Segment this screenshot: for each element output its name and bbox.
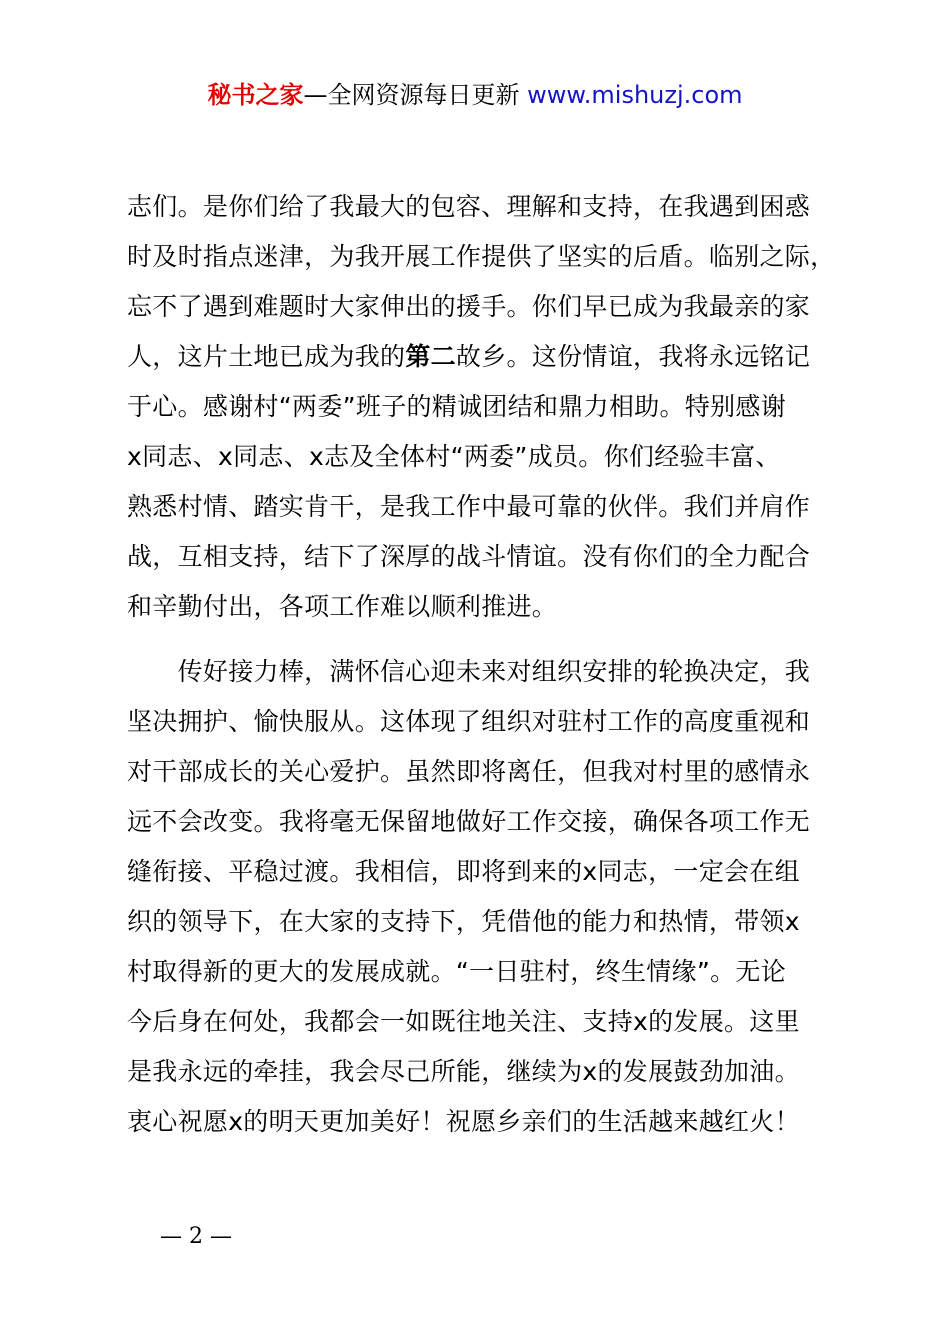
text-segment: 故乡。这份情谊，我将永远铭记 xyxy=(455,342,811,371)
text-line: 是我永远的牵挂，我会尽己所能，继续为x的发展鼓劲加油。 xyxy=(127,1057,800,1086)
paragraph-gap xyxy=(127,632,837,647)
text-line: 于心。感谢村“两委”班子的精诚团结和鼎力相助。特别感谢 xyxy=(127,392,787,421)
text-line: 坚决拥护、愉快服从。这体现了组织对驻村工作的高度重视和 xyxy=(127,707,811,736)
text-line: 对干部成长的关心爱护。虽然即将离任，但我对村里的感情永 xyxy=(127,757,811,786)
bold-phrase: 第二 xyxy=(405,342,456,371)
text-line: 战，互相支持，结下了深厚的战斗情谊。没有你们的全力配合 xyxy=(127,542,811,571)
text-line: 织的领导下，在大家的支持下，凭借他的能力和热情，带领x xyxy=(127,907,800,936)
text-line: 传好接力棒，满怀信心迎未来对组织安排的轮换决定，我 xyxy=(127,657,811,686)
text-line: x同志、x同志、x志及全体村“两委”成员。你们经验丰富、 xyxy=(127,442,781,471)
text-line: 和辛勤付出，各项工作难以顺利推进。 xyxy=(127,592,558,621)
text-line: 缝衔接、平稳过渡。我相信，即将到来的x同志，一定会在组 xyxy=(127,857,800,886)
text-line: 时及时指点迷津，为我开展工作提供了坚实的后盾。临别之际， xyxy=(127,242,836,271)
site-brand: 秘书之家 xyxy=(207,81,304,109)
text-line: 衷心祝愿x的明天更加美好！祝愿乡亲们的生活越来越红火！ xyxy=(127,1107,800,1136)
text-line: 忘不了遇到难题时大家伸出的援手。你们早已成为我最亲的家 xyxy=(127,292,811,321)
text-line: 志们。是你们给了我最大的包容、理解和支持，在我遇到困惑 xyxy=(127,192,811,221)
paragraph-1 xyxy=(127,182,837,632)
paragraph-2 xyxy=(127,647,837,1147)
page-number: — 2 — xyxy=(160,1224,232,1249)
text-line-with-bold xyxy=(127,332,837,382)
text-segment: 人，这片土地已成为我的 xyxy=(127,342,406,371)
text-line: 熟悉村情、踏实肯干，是我工作中最可靠的伙伴。我们并肩作 xyxy=(127,492,811,521)
text-line: 今后身在何处，我都会一如既往地关注、支持x的发展。这里 xyxy=(127,1007,800,1036)
text-line: 远不会改变。我将毫无保留地做好工作交接，确保各项工作无 xyxy=(127,807,811,836)
site-header xyxy=(0,78,950,112)
text-line: 村取得新的更大的发展成就。“一日驻村，终生情缘”。无论 xyxy=(127,957,787,986)
document-body xyxy=(127,182,837,1147)
site-tagline: —全网资源每日更新 xyxy=(303,81,520,109)
site-url-link[interactable]: www.mishuzj.com xyxy=(527,81,743,109)
